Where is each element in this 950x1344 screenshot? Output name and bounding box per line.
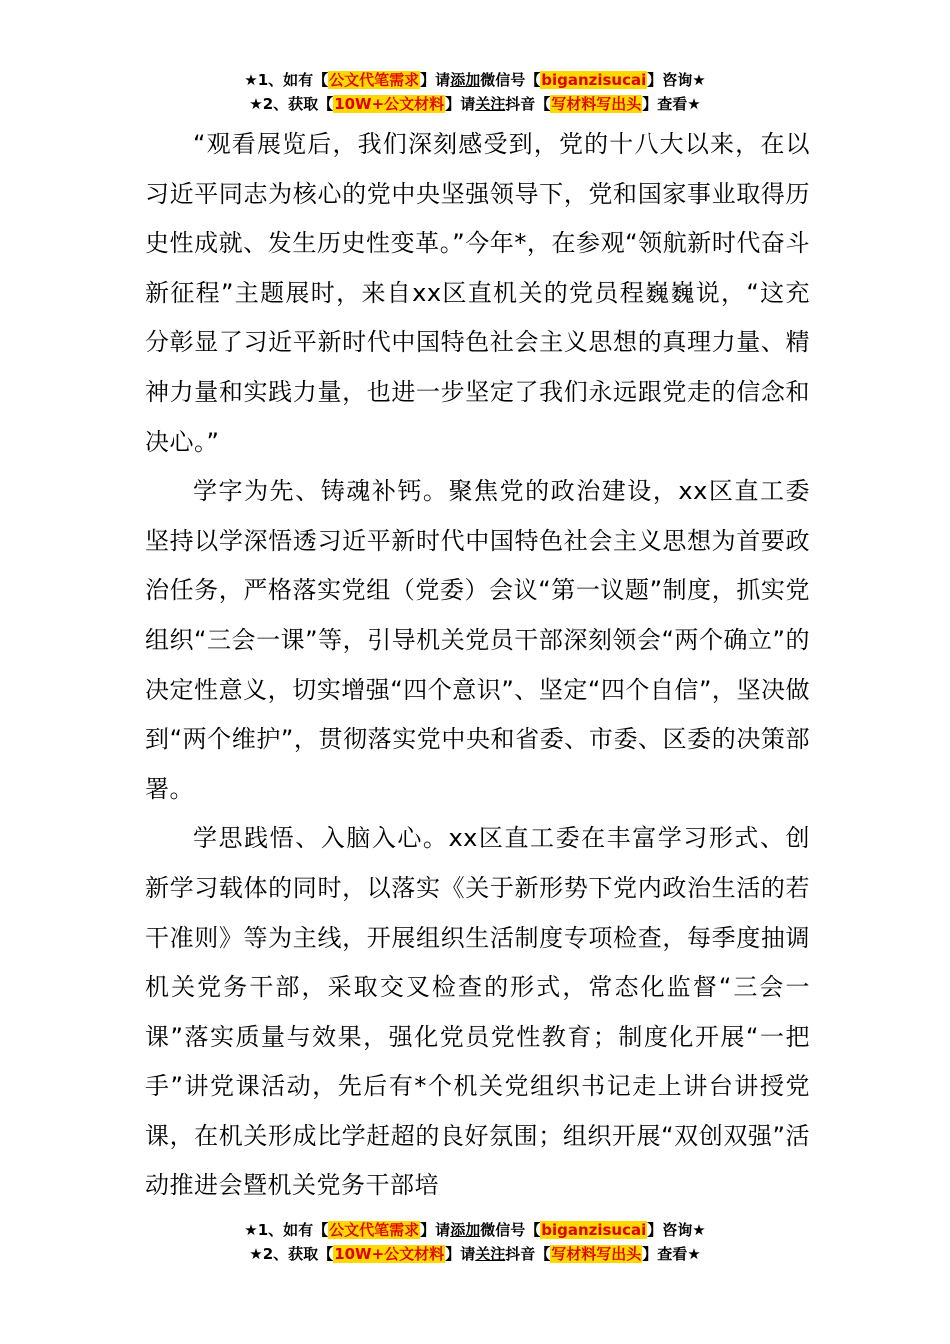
footer-line-2-suffix: 】查看★ bbox=[642, 1245, 701, 1263]
footer-line-2-text-a: 】请 bbox=[445, 1245, 476, 1263]
document-body bbox=[145, 120, 810, 1211]
header-line-2-suffix: 】查看★ bbox=[642, 95, 701, 113]
header-highlight-wechat-id: biganzisucai bbox=[541, 71, 647, 89]
header-line-1-suffix: 】咨询★ bbox=[647, 71, 706, 89]
footer-banner bbox=[0, 1218, 950, 1266]
footer-highlight-materials: 10W+公文材料 bbox=[334, 1245, 445, 1263]
footer-line-2-prefix: ★2、获取【 bbox=[249, 1245, 334, 1263]
header-line-2-text-a: 】请 bbox=[445, 95, 476, 113]
footer-highlight-douyin-account: 写材料写出头 bbox=[551, 1245, 642, 1263]
footer-line-1-text-a: 】请 bbox=[420, 1221, 451, 1239]
footer-line-2 bbox=[0, 1242, 950, 1266]
paragraph-1: “观看展览后，我们深刻感受到，党的十八大以来，在以习近平同志为核心的党中央坚强领导下，党和国家事业取得历史性成就、发生历史性变革。”今年*，在参观“领航新时代奋斗新征程”主题展时，来自xx区直机关的党员程巍巍说，“这充分彰显了习近平新时代中国特色社会主义思想的真理力量、精神力量和实践力量，也进一步坚定了我们永远跟党走的信念和决心。” bbox=[145, 130, 810, 456]
footer-underline-add: 添加 bbox=[450, 1221, 481, 1239]
header-line-2 bbox=[0, 92, 950, 116]
header-line-1 bbox=[0, 68, 950, 92]
footer-line-2-text-b: 抖音【 bbox=[505, 1245, 551, 1263]
header-underline-follow: 关注 bbox=[475, 95, 506, 113]
header-line-1-text-b: 微信号【 bbox=[480, 71, 541, 89]
footer-line-1 bbox=[0, 1218, 950, 1242]
paragraph-2: 学字为先、铸魂补钙。聚焦党的政治建设，xx区直工委坚持以学深悟透习近平新时代中国特色社会主义思想为首要政治任务，严格落实党组（党委）会议“第一议题”制度，抓实党组织“三会一课”等，引导机关党员干部深刻领会“两个确立”的决定性意义，切实增强“四个意识”、坚定“四个自信”，坚决做到“两个维护”，贯彻落实党中央和省委、市委、区委的决策部署。 bbox=[145, 477, 810, 803]
header-highlight-service: 公文代笔需求 bbox=[329, 71, 420, 89]
footer-underline-follow: 关注 bbox=[475, 1245, 506, 1263]
footer-line-1-prefix: ★1、如有【 bbox=[244, 1221, 329, 1239]
header-underline-add: 添加 bbox=[450, 71, 481, 89]
header-line-1-prefix: ★1、如有【 bbox=[244, 71, 329, 89]
header-line-1-text-a: 】请 bbox=[420, 71, 451, 89]
paragraph-3: 学思践悟、入脑入心。xx区直工委在丰富学习形式、创新学习载体的同时，以落实《关于新形势下党内政治生活的若干准则》等为主线，开展组织生活制度专项检查，每季度抽调机关党务干部，采取交叉检查的形式，常态化监督“三会一课”落实质量与效果，强化党员党性教育；制度化开展“一把手”讲党课活动，先后有*个机关党组织书记走上讲台讲授党课，在机关形成比学赶超的良好氛围；组织开展“双创双强”活动推进会暨机关党务干部培 bbox=[145, 824, 810, 1200]
header-line-2-text-b: 抖音【 bbox=[505, 95, 551, 113]
footer-highlight-service: 公文代笔需求 bbox=[329, 1221, 420, 1239]
header-highlight-materials: 10W+公文材料 bbox=[334, 95, 445, 113]
footer-highlight-wechat-id: biganzisucai bbox=[541, 1221, 647, 1239]
header-banner bbox=[0, 68, 950, 116]
header-highlight-douyin-account: 写材料写出头 bbox=[551, 95, 642, 113]
header-line-2-prefix: ★2、获取【 bbox=[249, 95, 334, 113]
footer-line-1-text-b: 微信号【 bbox=[480, 1221, 541, 1239]
footer-line-1-suffix: 】咨询★ bbox=[647, 1221, 706, 1239]
